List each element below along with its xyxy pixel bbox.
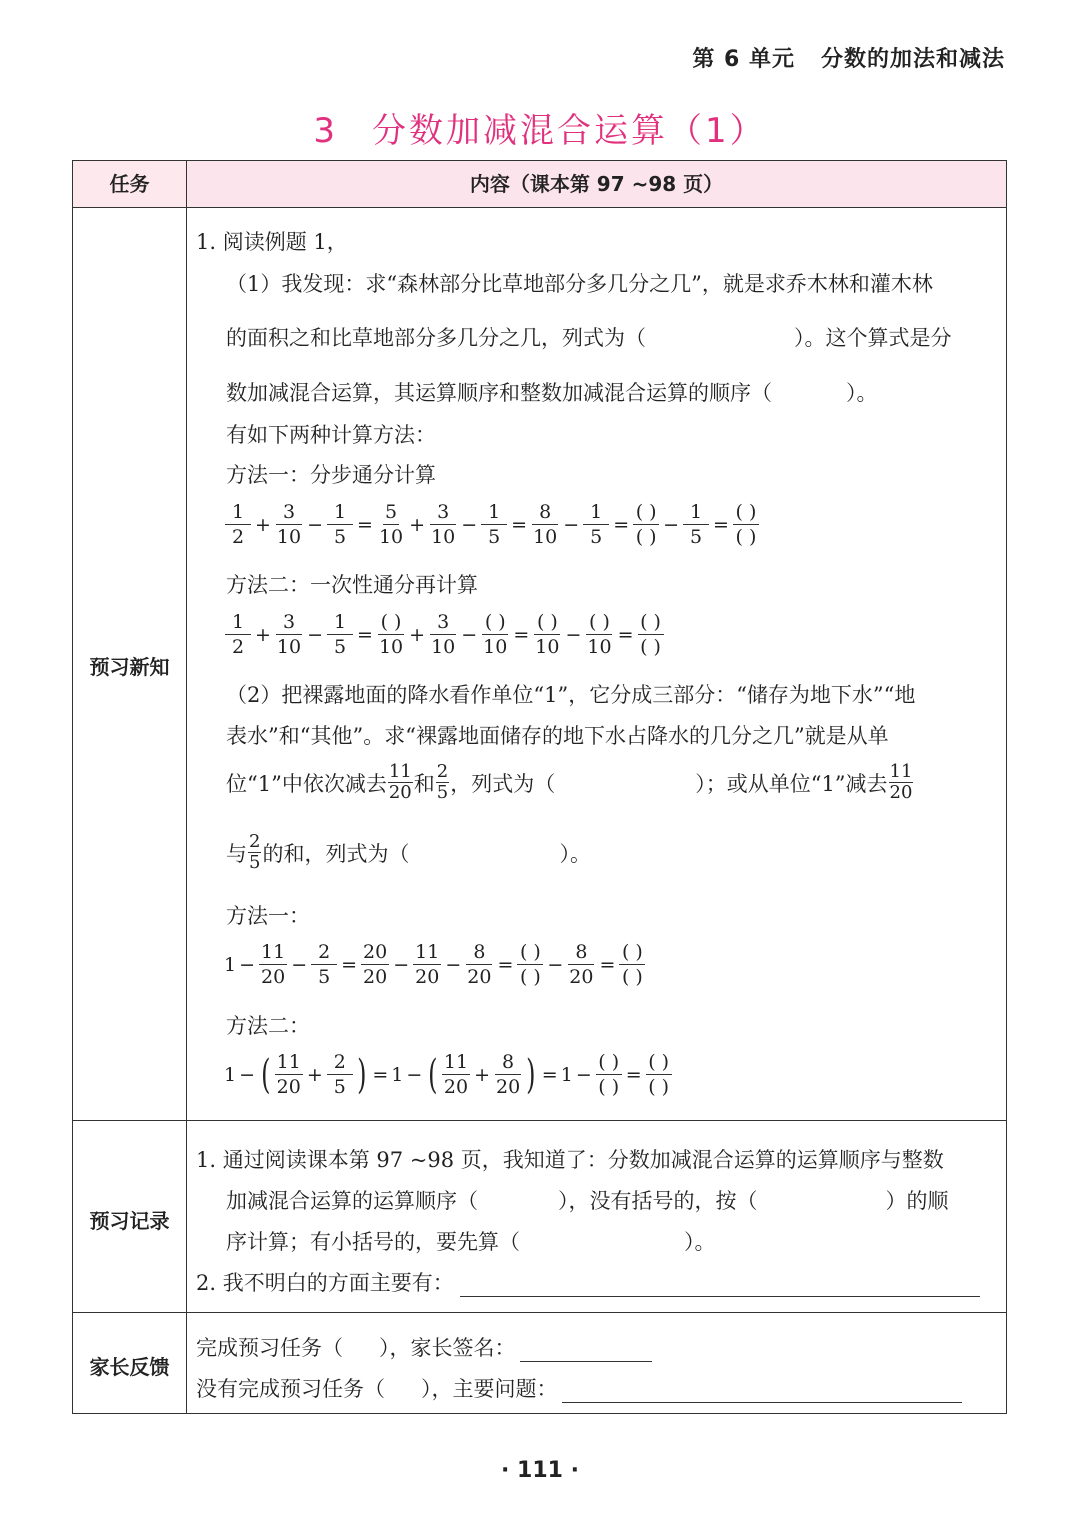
unit-header — [692, 42, 1005, 73]
fraction: 11 20 — [443, 1051, 469, 1098]
fraction: $\frac{3}{10}$ — [431, 501, 456, 548]
parent-line-1: 完成预习任务（ ），家长签名： — [196, 1332, 652, 1362]
parent-signature-line[interactable] — [520, 1339, 652, 1362]
lesson-title: 分数加减混合运算（1） — [372, 111, 767, 151]
fraction: $\frac{8}{20}$ — [569, 941, 594, 988]
blank-fraction[interactable]: ( ) ( ) — [733, 500, 759, 549]
blank-fraction[interactable]: ( ) ( ) — [633, 500, 659, 549]
fraction: 2 5 — [249, 831, 261, 873]
row-divider-1 — [73, 1120, 1006, 1121]
record-line-4: 2. 我不明白的方面主要有： — [196, 1267, 980, 1297]
method-1-equation: 1 2 + $\frac{3}{10}$ − $\frac{1}{5}$ = $\frac{5}{10}$ + $\frac{3}{10}$ − $\frac{1}{5}$ = $\frac{8}{10}$ − $\frac{1}{5}$ = ( ) ( ) − $\frac{1}{5}$ = ( ) ( ) — [224, 500, 760, 549]
fraction: $\frac{5}{10}$ — [378, 501, 404, 548]
blank-fraction[interactable]: ( ) ( ) — [517, 940, 543, 989]
preview-part2-line-1: （2）把裸露地面的降水看作单位“1”，它分成三部分：“储存为地下水”“地 — [226, 683, 916, 707]
fraction: $\frac{11}{20}$ — [415, 941, 440, 988]
fraction: $\frac{8}{10}$ — [533, 501, 558, 548]
fraction: 11 20 — [388, 761, 412, 803]
unit-number: 第 6 单元 — [692, 47, 795, 72]
method-3-equation: 1 − $\frac{11}{20}$ − $\frac{2}{5}$ = $\frac{20}{20}$ − $\frac{11}{20}$ − $\frac{8}{20}$ = ( ) ( ) − $\frac{8}{20}$ = ( ) ( ) — [224, 940, 646, 989]
method-4-equation: 1 − ( 11 20 + $\frac{2}{5}$ ) = 1 − ( 11 20 + $\frac{8}{20}$ ) = 1 − ( ) ( ) = ( ) ( ) — [224, 1050, 673, 1099]
page-number: · 111 · — [501, 1458, 579, 1483]
table-header-row — [73, 161, 1006, 208]
fraction: $\frac{2}{5}$ — [311, 940, 337, 989]
preview-part2-line-2: 表水”和“其他”。求“裸露地面储存的地下水占降水的几分之几”就是从单 — [226, 724, 889, 748]
fraction: $\frac{2}{5}$ — [327, 1050, 353, 1099]
fraction: 1 2 — [225, 610, 251, 659]
record-line-2: 加减混合运算的运算顺序（ ），没有括号的，按（ ）的顺 — [226, 1189, 949, 1213]
parent-line-2: 没有完成预习任务（ ），主要问题： — [196, 1373, 962, 1403]
unit-topic: 分数的加法和减法 — [820, 47, 1005, 72]
preview-part2-line-4: 与 2 5 的和，列式为（ ）。 — [226, 831, 591, 873]
fraction: $\frac{1}{5}$ — [583, 500, 609, 549]
fraction: 1 2 — [225, 500, 251, 549]
method-3-label: 方法一： — [226, 904, 310, 928]
fraction: $\frac{1}{5}$ — [481, 500, 507, 549]
header-task: 任务 — [73, 161, 186, 207]
fraction: $\frac{1}{5}$ — [327, 500, 353, 549]
header-content: 内容（课本第 97 ~98 页） — [187, 161, 1006, 207]
blank-fraction[interactable]: ( ) 10 — [587, 611, 612, 658]
problem-answer-line[interactable] — [562, 1380, 962, 1403]
blank-fraction[interactable]: ( ) 10 — [378, 611, 404, 658]
method-4-label: 方法二： — [226, 1014, 310, 1038]
fraction: $\frac{1}{5}$ — [327, 610, 353, 659]
fraction: 2 5 — [436, 761, 449, 803]
method-1-label: 方法一：分步通分计算 — [226, 463, 436, 487]
method-2-equation: 1 2 + $\frac{3}{10}$ − $\frac{1}{5}$ = ( ) 10 + $\frac{3}{10}$ − ( ) 10 = ( ) 10 − ( ) 10 = ( ) ( ) — [224, 610, 665, 659]
fraction: $\frac{3}{10}$ — [431, 611, 456, 658]
row-label-record: 预习记录 — [89, 1209, 170, 1233]
record-line-3: 序计算；有小括号的，要先算（ ）。 — [226, 1230, 716, 1254]
preview-line-1: 1. 阅读例题 1， — [196, 230, 348, 254]
record-line-1: 1. 通过阅读课本第 97 ~98 页，我知道了：分数加减混合运算的运算顺序与整数 — [196, 1148, 944, 1172]
blank-fraction[interactable]: ( ) ( ) — [596, 1050, 622, 1099]
fraction: $\frac{11}{20}$ — [261, 941, 286, 988]
blank-fraction[interactable]: ( ) 10 — [535, 611, 560, 658]
preview-line-2: （1）我发现：求“森林部分比草地部分多几分之几”，就是求乔木林和灌木林 — [226, 272, 933, 296]
fraction: $\frac{1}{5}$ — [683, 500, 709, 549]
preview-part2-line-3: 位“1”中依次减去 11 20 和 2 5 ，列式为（ ）；或从单位“1”减去 11 20 — [226, 761, 913, 803]
page-title — [0, 103, 1080, 152]
unclear-answer-line[interactable] — [460, 1274, 980, 1297]
row-divider-2 — [73, 1312, 1006, 1313]
preview-line-3: 的面积之和比草地部分多几分之几，列式为（ ）。这个算式是分 — [226, 326, 952, 350]
blank-fraction[interactable]: ( ) ( ) — [619, 940, 645, 989]
fraction: $\frac{3}{10}$ — [276, 611, 302, 658]
preview-line-4: 数加减混合运算，其运算顺序和整数加减混合运算的顺序（ ）。 — [226, 381, 878, 405]
fraction: $\frac{20}{20}$ — [363, 941, 388, 988]
method-2-label: 方法二：一次性通分再计算 — [226, 573, 478, 597]
row-label-preview: 预习新知 — [89, 655, 170, 679]
fraction: $\frac{3}{10}$ — [276, 501, 302, 548]
fraction: 11 20 — [889, 761, 913, 803]
blank-fraction[interactable]: ( ) ( ) — [646, 1050, 672, 1099]
preview-line-5: 有如下两种计算方法： — [226, 423, 436, 447]
column-divider — [186, 161, 187, 1413]
lesson-number: 3 — [313, 111, 338, 151]
fraction: 11 20 — [276, 1051, 301, 1098]
row-label-parent: 家长反馈 — [89, 1355, 170, 1379]
blank-fraction[interactable]: ( ) ( ) — [638, 610, 664, 659]
fraction: $\frac{8}{20}$ — [496, 1051, 521, 1098]
fraction: $\frac{8}{20}$ — [467, 941, 492, 988]
blank-fraction[interactable]: ( ) 10 — [483, 611, 508, 658]
